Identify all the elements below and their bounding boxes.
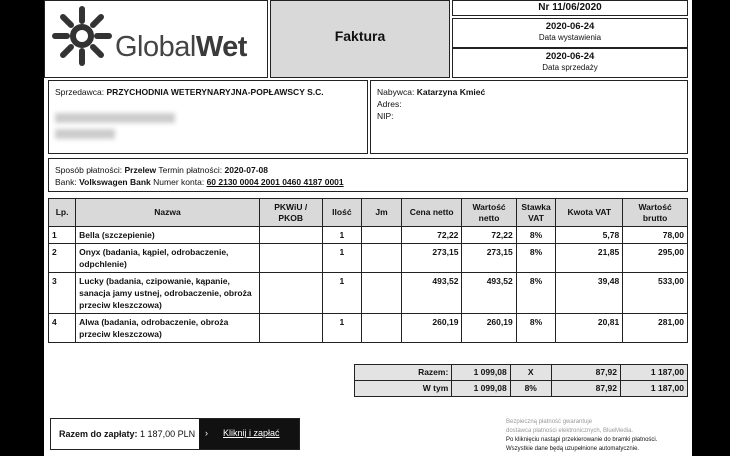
cell-rate: 8% [516, 227, 556, 244]
issue-date-box [452, 18, 688, 48]
table-header-row [49, 199, 688, 227]
issue-date-label: Data wystawienia [538, 33, 602, 42]
cell-price: 260,19 [401, 314, 462, 343]
cell-rate: 8% [516, 314, 556, 343]
cell-name: Alwa (badania, odrobaczenie, obroża przeciw kleszczowa) [76, 314, 260, 343]
payment-due: 2020-07-08 [224, 165, 268, 175]
buyer-label: Nabywca: [377, 87, 415, 97]
buyer-name: Katarzyna Kmieć [416, 87, 486, 97]
cell-jm [362, 227, 402, 244]
bank-name: Volkswagen Bank [79, 177, 151, 187]
arrow-right-icon: › [205, 428, 208, 438]
logo-box [44, 0, 268, 78]
cell-qty: 1 [322, 227, 362, 244]
seller-nip-redacted [55, 129, 115, 139]
cell-gross: 281,00 [623, 314, 688, 343]
summary-within-rate: 8% [510, 381, 551, 397]
summary-row-total [355, 365, 688, 381]
cell-qty: 1 [322, 273, 362, 314]
col-header: Jm [362, 199, 402, 227]
cell-pkwiu [259, 273, 322, 314]
cell-net: 273,15 [462, 244, 516, 273]
cell-jm [362, 244, 402, 273]
payment-method: Przelew [124, 165, 157, 175]
pay-now-button[interactable] [199, 419, 299, 449]
payment-info [48, 158, 688, 192]
logo-wordmark: GlobalWet [115, 31, 247, 63]
cell-gross: 295,00 [623, 244, 688, 273]
cell-price: 273,15 [401, 244, 462, 273]
invoice-page [44, 0, 692, 456]
amount-due-text [59, 429, 195, 439]
col-header: Wartość netto [462, 199, 516, 227]
seller-box [48, 80, 368, 154]
payment-footer [506, 418, 692, 454]
buyer-box [370, 80, 688, 154]
summary-within-label: W tym [355, 381, 452, 397]
cell-vat: 5,78 [556, 227, 623, 244]
cell-jm [362, 273, 402, 314]
items-table [48, 198, 688, 343]
sale-date-box [452, 48, 688, 78]
footer-line: Po kliknięciu nastąpi przekierowanie do bramki płatności. [506, 437, 658, 443]
pay-now-label: Kliknij i zapłać [223, 428, 280, 438]
buyer-address-label: Adres: [377, 99, 402, 109]
cell-lp: 3 [49, 273, 76, 314]
cell-net: 493,52 [462, 273, 516, 314]
summary-total-rate: X [510, 365, 551, 381]
buyer-nip-label: NIP: [377, 111, 394, 121]
document-title-box [270, 0, 450, 78]
table-row [49, 314, 688, 343]
cell-jm [362, 314, 402, 343]
cell-name: Onyx (badania, kąpiel, odrobaczenie, odpchlenie) [76, 244, 260, 273]
col-header: Wartość brutto [623, 199, 688, 227]
col-header: Lp. [49, 199, 76, 227]
cell-name: Lucky (badania, czipowanie, kąpanie, sanacja jamy ustnej, odrobaczenie, obroża przeciw kleszczowa) [76, 273, 260, 314]
summary-total-label: Razem: [355, 365, 452, 381]
seller-label: Sprzedawca: [55, 87, 105, 97]
cell-net: 72,22 [462, 227, 516, 244]
seller-address-redacted [55, 113, 175, 123]
summary-total-vat: 87,92 [551, 365, 620, 381]
summary-within-net: 1 099,08 [452, 381, 510, 397]
cell-lp: 2 [49, 244, 76, 273]
cell-price: 493,52 [401, 273, 462, 314]
table-row [49, 244, 688, 273]
cell-pkwiu [259, 227, 322, 244]
cell-rate: 8% [516, 244, 556, 273]
cell-gross: 78,00 [623, 227, 688, 244]
invoice-number: Nr 11/06/2020 [452, 0, 688, 16]
table-row [49, 227, 688, 244]
summary-table [354, 364, 688, 397]
cell-pkwiu [259, 314, 322, 343]
footer-line: Bezpieczną płatność gwarantuje [506, 419, 593, 425]
document-title: Faktura [334, 28, 386, 44]
col-header: Kwota VAT [556, 199, 623, 227]
cell-net: 260,19 [462, 314, 516, 343]
footer-line: Wszystkie dane będą uzupełnione automatycznie. [506, 446, 640, 452]
cell-qty: 1 [322, 314, 362, 343]
payment-due-label: Termin płatności: [158, 165, 223, 175]
cell-pkwiu [259, 244, 322, 273]
amount-due-bar [50, 418, 300, 450]
account-label: Numer konta: [153, 177, 205, 187]
footer-line: dostawca płatności elektronicznych, BlueMedia. [506, 428, 634, 434]
cell-name: Bella (szczepienie) [76, 227, 260, 244]
col-header: PKWiU / PKOB [259, 199, 322, 227]
cell-rate: 8% [516, 273, 556, 314]
amount-due-label: Razem do zapłaty: [59, 429, 138, 439]
payment-method-label: Sposób płatności: [55, 165, 123, 175]
col-header: Nazwa [76, 199, 260, 227]
summary-within-gross: 1 187,00 [620, 381, 687, 397]
cell-lp: 4 [49, 314, 76, 343]
sale-date: 2020-06-24 [545, 51, 595, 62]
cell-vat: 21,85 [556, 244, 623, 273]
cell-gross: 533,00 [623, 273, 688, 314]
cell-vat: 20,81 [556, 314, 623, 343]
bank-label: Bank: [55, 177, 77, 187]
globalwet-logo-icon [51, 5, 113, 67]
sale-date-label: Data sprzedaży [542, 63, 598, 72]
cell-qty: 1 [322, 244, 362, 273]
col-header: Stawka VAT [516, 199, 556, 227]
cell-price: 72,22 [401, 227, 462, 244]
seller-name: PRZYCHODNIA WETERYNARYJNA-POPŁAWSCY S.C. [106, 87, 324, 97]
amount-due-value: 1 187,00 PLN [140, 429, 196, 439]
table-row [49, 273, 688, 314]
cell-vat: 39,48 [556, 273, 623, 314]
summary-total-net: 1 099,08 [452, 365, 510, 381]
col-header: Ilość [322, 199, 362, 227]
summary-row-within [355, 381, 688, 397]
cell-lp: 1 [49, 227, 76, 244]
account-number: 60 2130 0004 2001 0460 4187 0001 [206, 177, 344, 187]
col-header: Cena netto [401, 199, 462, 227]
summary-within-vat: 87,92 [551, 381, 620, 397]
summary-total-gross: 1 187,00 [620, 365, 687, 381]
issue-date: 2020-06-24 [545, 21, 595, 32]
